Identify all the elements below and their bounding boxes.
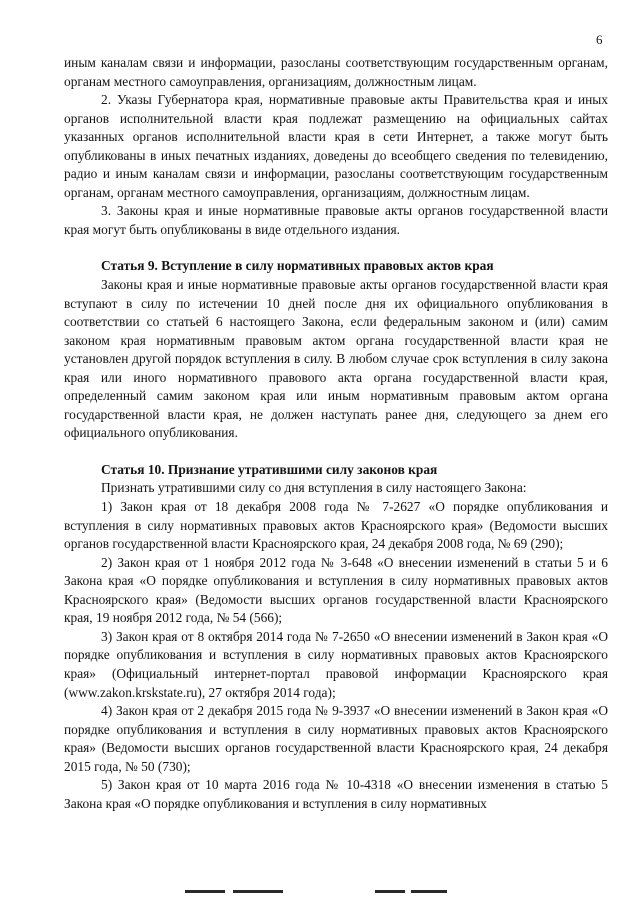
section-gap: [64, 239, 608, 257]
article-10-item-2: 2) Закон края от 1 ноября 2012 года № 3-648 «О внесении изменений в статьи 5 и 6 Закона края «О порядке опубликования и вступления в силу нормативных правовых актов Красноярского края» (Ведомости высших органов государственной власти Красноярского края, 19 ноября 2012 года, № 54 (566);: [64, 554, 608, 626]
article-9-heading: Статья 9. Вступление в силу нормативных правовых актов края: [101, 258, 494, 274]
scan-edge-marks: [185, 890, 485, 898]
page-number: 6: [596, 32, 603, 47]
scan-mark: [411, 890, 447, 893]
article-10-item-5: 5) Закон края от 10 марта 2016 года № 10-4318 «О внесении изменения в статью 5 Закона края «О порядке опубликования и вступления в силу нормативных: [64, 777, 608, 811]
paragraph-item-2: 2. Указы Губернатора края, нормативные правовые акты Правительства края и иных органов исполнительной власти края подлежат размещению на официальных сайтах указанных органов исполнительной власти края в сети Интернет, а также могут быть опубликованы в иных печатных изданиях, доведены до всеобщего сведения по телевидению, радио и иным каналам связи и информации, разосланы соответствующим государственным органам, органам местного самоуправления, организациям, должностным лицам.: [64, 92, 608, 200]
article-10-heading: Статья 10. Признание утратившими силу законов края: [101, 461, 438, 477]
article-10-item-4: 4) Закон края от 2 декабря 2015 года № 9-3937 «О внесении изменений в Закон края «О порядке опубликования и вступления в силу нормативных правовых актов Красноярского края» (Ведомости высших органов государственной власти Красноярского края, 24 декабря 2015 года, № 50 (730);: [64, 703, 608, 774]
scan-mark: [233, 890, 283, 893]
article-10-item-3: 3) Закон края от 8 октября 2014 года № 7-2650 «О внесении изменений в Закон края «О порядке опубликования и вступления в силу нормативных правовых актов Красноярского края» (Официальный интернет-портал правовой информации Красноярского края (www.zakon.krskstate.ru), 27 октября 2014 года);: [64, 628, 608, 700]
scan-mark: [185, 890, 225, 893]
scan-mark: [375, 890, 405, 893]
section-gap: [64, 443, 608, 461]
paragraph-continuation: иным каналам связи и информации, разосланы соответствующим государственным органам, органам местного самоуправления, организациям, должностным лицам.: [64, 55, 608, 89]
document-body: [64, 54, 608, 813]
paragraph-item-3: 3. Законы края и иные нормативные правовые акты органов государственной власти края могут быть опубликованы в виде отдельного издания.: [64, 203, 608, 237]
article-9-text: Законы края и иные нормативные правовые акты органов государственной власти края вступают в силу по истечении 10 дней после дня их официального опубликования в соответствии со статьей 6 настоящего Закона, если федеральным законом и (или) самим законом края нормативным правовым актом органа государственной власти края не установлен другой порядок вступления в силу. В любом случае срок вступления в силу закона края или иного нормативного правового акта органа государственной власти края, определенный самим законом края или иным нормативным правовым актом органа государственной власти края, не должен наступать ранее дня, следующего за днем его официального опубликования.: [64, 277, 608, 441]
article-10-item-1: 1) Закон края от 18 декабря 2008 года № 7-2627 «О порядке опубликования и вступления в силу нормативных правовых актов Красноярского края» (Ведомости высших органов государственной власти Красноярского края, 24 декабря 2008 года, № 69 (290);: [64, 499, 608, 552]
article-10-intro: Признать утратившими силу со дня вступления в силу настоящего Закона:: [101, 480, 527, 496]
